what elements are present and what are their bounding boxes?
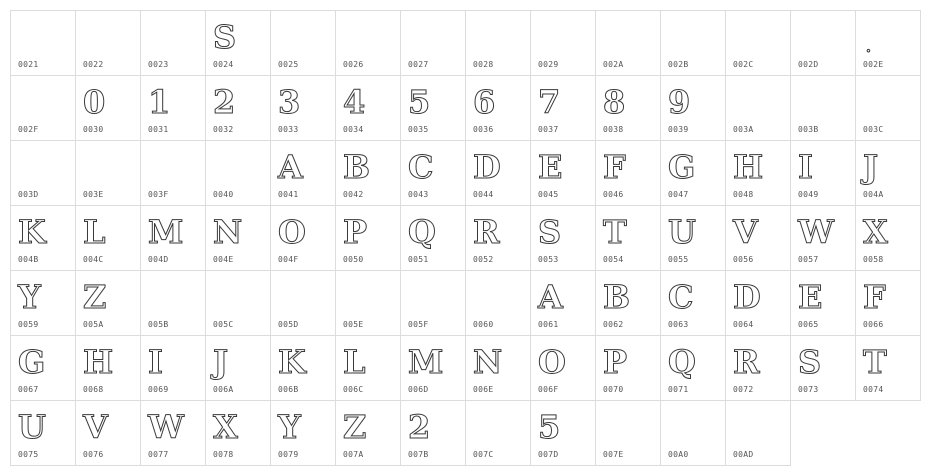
glyph-cell[interactable] xyxy=(205,270,271,336)
glyph-preview: 9 xyxy=(668,83,691,121)
glyph-cell[interactable] xyxy=(400,400,466,466)
glyph-cell[interactable] xyxy=(335,400,401,466)
glyph-code-label: 003C xyxy=(863,125,884,134)
glyph-preview: Y xyxy=(18,278,41,316)
glyph-code-label: 0060 xyxy=(473,320,494,329)
glyph-preview: 3 xyxy=(278,83,301,121)
glyph-cell[interactable] xyxy=(855,10,921,76)
glyph-preview: N xyxy=(213,213,243,251)
glyph-cell[interactable] xyxy=(75,335,141,401)
glyph-cell[interactable] xyxy=(205,140,271,206)
glyph-preview: 2 xyxy=(408,408,431,446)
glyph-preview: O xyxy=(278,213,306,251)
glyph-preview: 5 xyxy=(538,408,561,446)
glyph-code-label: 004D xyxy=(148,255,169,264)
glyph-code-label: 004E xyxy=(213,255,234,264)
glyph-preview: C xyxy=(408,148,434,186)
glyph-preview xyxy=(466,409,530,445)
glyph-code-label: 0056 xyxy=(733,255,754,264)
glyph-preview: X xyxy=(863,213,888,251)
glyph-cell[interactable] xyxy=(595,75,661,141)
glyph-code-label: 006F xyxy=(538,385,559,394)
glyph-preview: 7 xyxy=(538,83,561,121)
glyph-preview xyxy=(726,409,790,445)
glyph-cell[interactable] xyxy=(205,205,271,271)
glyph-code-label: 004F xyxy=(278,255,299,264)
glyph-preview: B xyxy=(343,148,371,186)
glyph-preview xyxy=(661,19,725,55)
glyph-preview: J xyxy=(213,343,229,381)
glyph-cell[interactable] xyxy=(140,400,206,466)
glyph-cell[interactable] xyxy=(465,335,531,401)
glyph-code-label: 0059 xyxy=(18,320,39,329)
glyph-code-label: 0038 xyxy=(603,125,624,134)
glyph-preview: B xyxy=(603,278,631,316)
glyph-cell[interactable] xyxy=(75,10,141,76)
glyph-preview: Y xyxy=(278,408,301,446)
glyph-preview: L xyxy=(83,213,106,251)
glyph-code-label: 0074 xyxy=(863,385,884,394)
glyph-code-label: 0034 xyxy=(343,125,364,134)
glyph-code-label: 0040 xyxy=(213,190,234,199)
glyph-cell[interactable] xyxy=(270,400,336,466)
glyph-code-label: 0048 xyxy=(733,190,754,199)
glyph-cell[interactable] xyxy=(595,270,661,336)
glyph-code-label: 002C xyxy=(733,60,754,69)
glyph-code-label: 0024 xyxy=(213,60,234,69)
glyph-cell[interactable] xyxy=(660,205,726,271)
glyph-cell[interactable] xyxy=(855,335,921,401)
glyph-preview xyxy=(791,19,855,55)
glyph-code-label: 003A xyxy=(733,125,754,134)
glyph-preview: Q xyxy=(668,343,696,381)
glyph-code-label: 0052 xyxy=(473,255,494,264)
glyph-cell[interactable] xyxy=(10,205,76,271)
glyph-cell[interactable] xyxy=(10,335,76,401)
glyph-cell[interactable] xyxy=(140,205,206,271)
glyph-cell[interactable] xyxy=(530,270,596,336)
glyph-cell[interactable] xyxy=(75,270,141,336)
glyph-preview: W xyxy=(798,213,834,251)
glyph-cell[interactable] xyxy=(335,270,401,336)
glyph-preview: V xyxy=(83,408,108,446)
glyph-preview: H xyxy=(733,148,764,186)
glyph-cell[interactable] xyxy=(335,335,401,401)
glyph-code-label: 003B xyxy=(798,125,819,134)
glyph-code-label: 002D xyxy=(798,60,819,69)
glyph-cell[interactable] xyxy=(725,400,791,466)
glyph-code-label: 003F xyxy=(148,190,169,199)
glyph-preview: C xyxy=(668,278,694,316)
glyph-code-label: 0055 xyxy=(668,255,689,264)
glyph-code-label: 0032 xyxy=(213,125,234,134)
glyph-preview: G xyxy=(668,148,696,186)
glyph-cell[interactable] xyxy=(270,205,336,271)
glyph-code-label: 0026 xyxy=(343,60,364,69)
glyph-cell[interactable] xyxy=(270,10,336,76)
glyph-preview: A xyxy=(278,148,303,186)
glyph-code-label: 0030 xyxy=(83,125,104,134)
glyph-code-label: 005D xyxy=(278,320,299,329)
glyph-preview xyxy=(401,19,465,55)
glyph-preview: A xyxy=(538,278,563,316)
glyph-code-label: 00AD xyxy=(733,450,754,459)
glyph-preview xyxy=(76,149,140,185)
glyph-code-label: 0029 xyxy=(538,60,559,69)
glyph-cell[interactable] xyxy=(270,270,336,336)
glyph-cell[interactable] xyxy=(140,10,206,76)
glyph-preview: F xyxy=(603,148,626,186)
glyph-preview: S xyxy=(538,213,562,251)
glyph-code-label: 0054 xyxy=(603,255,624,264)
glyph-cell[interactable] xyxy=(10,270,76,336)
glyph-cell[interactable] xyxy=(855,270,921,336)
glyph-preview: F xyxy=(863,278,886,316)
glyph-cell[interactable] xyxy=(75,205,141,271)
glyph-preview xyxy=(466,19,530,55)
glyph-code-label: 0078 xyxy=(213,450,234,459)
glyph-code-label: 0062 xyxy=(603,320,624,329)
glyph-code-label: 002E xyxy=(863,60,884,69)
glyph-cell[interactable] xyxy=(595,140,661,206)
glyph-preview xyxy=(76,19,140,55)
glyph-preview: W xyxy=(148,408,184,446)
glyph-code-label: 0075 xyxy=(18,450,39,459)
glyph-code-label: 0053 xyxy=(538,255,559,264)
glyph-code-label: 004A xyxy=(863,190,884,199)
glyph-code-label: 0021 xyxy=(18,60,39,69)
glyph-code-label: 0072 xyxy=(733,385,754,394)
glyph-cell[interactable] xyxy=(335,10,401,76)
glyph-preview: E xyxy=(798,278,823,316)
glyph-code-label: 005F xyxy=(408,320,429,329)
glyph-cell[interactable] xyxy=(140,75,206,141)
glyph-cell[interactable] xyxy=(530,205,596,271)
glyph-code-label: 0027 xyxy=(408,60,429,69)
glyph-preview: U xyxy=(18,408,46,446)
glyph-cell[interactable] xyxy=(725,75,791,141)
glyph-cell[interactable] xyxy=(660,75,726,141)
glyph-code-label: 0022 xyxy=(83,60,104,69)
glyph-cell[interactable] xyxy=(465,400,531,466)
glyph-code-label: 0057 xyxy=(798,255,819,264)
glyph-cell[interactable] xyxy=(465,205,531,271)
glyph-cell[interactable] xyxy=(10,75,76,141)
glyph-cell[interactable] xyxy=(660,140,726,206)
glyph-preview: R xyxy=(733,343,760,381)
glyph-code-label: 0061 xyxy=(538,320,559,329)
glyph-cell[interactable] xyxy=(270,335,336,401)
glyph-preview: 0 xyxy=(83,83,106,121)
glyph-code-label: 004C xyxy=(83,255,104,264)
glyph-code-label: 0028 xyxy=(473,60,494,69)
glyph-cell[interactable] xyxy=(335,75,401,141)
glyph-cell[interactable] xyxy=(140,140,206,206)
glyph-cell[interactable] xyxy=(595,400,661,466)
glyph-cell[interactable] xyxy=(270,75,336,141)
glyph-preview: I xyxy=(148,343,163,381)
glyph-cell[interactable] xyxy=(465,140,531,206)
glyph-cell[interactable] xyxy=(400,140,466,206)
glyph-cell[interactable] xyxy=(335,140,401,206)
glyph-code-label: 006E xyxy=(473,385,494,394)
glyph-preview: K xyxy=(18,213,46,251)
glyph-code-label: 0025 xyxy=(278,60,299,69)
glyph-preview xyxy=(596,409,660,445)
glyph-code-label: 0058 xyxy=(863,255,884,264)
glyph-preview xyxy=(141,279,205,315)
glyph-code-label: 0063 xyxy=(668,320,689,329)
glyph-cell[interactable] xyxy=(465,270,531,336)
glyph-code-label: 0064 xyxy=(733,320,754,329)
glyph-preview xyxy=(856,84,920,120)
glyph-preview xyxy=(271,279,335,315)
glyph-cell[interactable] xyxy=(75,140,141,206)
glyph-preview: M xyxy=(408,343,444,381)
glyph-code-label: 0036 xyxy=(473,125,494,134)
glyph-cell[interactable] xyxy=(855,205,921,271)
glyph-cell[interactable] xyxy=(205,335,271,401)
glyph-preview: S xyxy=(213,18,237,56)
glyph-code-label: 006D xyxy=(408,385,429,394)
glyph-code-label: 006A xyxy=(213,385,234,394)
glyph-cell[interactable] xyxy=(530,10,596,76)
glyph-preview: P xyxy=(603,343,628,381)
glyph-cell[interactable] xyxy=(465,10,531,76)
glyph-code-label: 0065 xyxy=(798,320,819,329)
glyph-cell[interactable] xyxy=(530,140,596,206)
glyph-cell[interactable] xyxy=(660,335,726,401)
glyph-cell[interactable] xyxy=(400,10,466,76)
glyph-preview xyxy=(11,19,75,55)
glyph-cell[interactable] xyxy=(140,335,206,401)
glyph-preview xyxy=(401,279,465,315)
glyph-cell[interactable] xyxy=(790,140,856,206)
glyph-code-label: 0071 xyxy=(668,385,689,394)
glyph-code-label: 0073 xyxy=(798,385,819,394)
glyph-code-label: 0066 xyxy=(863,320,884,329)
glyph-code-label: 004B xyxy=(18,255,39,264)
glyph-code-label: 0050 xyxy=(343,255,364,264)
glyph-cell[interactable] xyxy=(400,75,466,141)
glyph-cell[interactable] xyxy=(205,10,271,76)
glyph-cell[interactable] xyxy=(595,335,661,401)
glyph-preview: P xyxy=(343,213,368,251)
glyph-preview: K xyxy=(278,343,306,381)
glyph-code-label: 0031 xyxy=(148,125,169,134)
glyph-code-label: 007E xyxy=(603,450,624,459)
glyph-code-label: 003D xyxy=(18,190,39,199)
glyph-cell[interactable] xyxy=(10,10,76,76)
glyph-code-label: 0076 xyxy=(83,450,104,459)
glyph-preview: U xyxy=(668,213,696,251)
glyph-code-label: 007B xyxy=(408,450,429,459)
glyph-preview xyxy=(141,149,205,185)
glyph-cell[interactable] xyxy=(595,205,661,271)
glyph-preview xyxy=(661,409,725,445)
glyph-preview xyxy=(466,279,530,315)
glyph-preview xyxy=(791,84,855,120)
glyph-cell[interactable] xyxy=(530,75,596,141)
glyph-code-label: 0051 xyxy=(408,255,429,264)
glyph-preview: 2 xyxy=(213,83,236,121)
glyph-code-label: 0067 xyxy=(18,385,39,394)
glyph-preview: N xyxy=(473,343,503,381)
glyph-code-label: 0045 xyxy=(538,190,559,199)
glyph-cell[interactable] xyxy=(725,140,791,206)
glyph-preview xyxy=(271,19,335,55)
glyph-code-label: 0046 xyxy=(603,190,624,199)
glyph-code-label: 006B xyxy=(278,385,299,394)
glyph-code-label: 0037 xyxy=(538,125,559,134)
glyph-preview: 8 xyxy=(603,83,626,121)
glyph-preview: T xyxy=(603,213,627,251)
glyph-cell[interactable] xyxy=(660,400,726,466)
glyph-preview: G xyxy=(18,343,46,381)
glyph-code-label: 0077 xyxy=(148,450,169,459)
glyph-preview xyxy=(336,19,400,55)
glyph-preview xyxy=(11,149,75,185)
glyph-preview: Q xyxy=(408,213,436,251)
glyph-preview: S xyxy=(798,343,822,381)
glyph-preview: Z xyxy=(83,278,107,316)
glyph-preview: I xyxy=(798,148,813,186)
glyph-cell[interactable] xyxy=(790,75,856,141)
glyph-preview xyxy=(726,19,790,55)
glyph-preview: . xyxy=(866,40,871,56)
glyph-code-label: 0044 xyxy=(473,190,494,199)
glyph-preview: 1 xyxy=(148,83,171,121)
glyph-preview xyxy=(11,84,75,120)
glyph-preview xyxy=(141,19,205,55)
glyph-code-label: 003E xyxy=(83,190,104,199)
glyph-code-label: 0042 xyxy=(343,190,364,199)
glyph-preview: E xyxy=(538,148,563,186)
glyph-code-label: 005A xyxy=(83,320,104,329)
glyph-preview: O xyxy=(538,343,566,381)
glyph-cell[interactable] xyxy=(790,270,856,336)
glyph-preview: T xyxy=(863,343,887,381)
glyph-cell[interactable] xyxy=(205,400,271,466)
glyph-preview xyxy=(206,149,270,185)
glyph-cell[interactable] xyxy=(725,270,791,336)
glyph-cell[interactable] xyxy=(10,140,76,206)
glyph-code-label: 005E xyxy=(343,320,364,329)
glyph-cell[interactable] xyxy=(335,205,401,271)
glyph-code-label: 007A xyxy=(343,450,364,459)
glyph-preview: J xyxy=(863,148,879,186)
glyph-cell[interactable] xyxy=(400,205,466,271)
glyph-preview: R xyxy=(473,213,500,251)
glyph-preview: X xyxy=(213,408,238,446)
glyph-code-label: 006C xyxy=(343,385,364,394)
glyph-cell[interactable] xyxy=(790,10,856,76)
glyph-code-label: 005C xyxy=(213,320,234,329)
glyph-preview: H xyxy=(83,343,114,381)
glyph-preview xyxy=(726,84,790,120)
glyph-code-label: 0039 xyxy=(668,125,689,134)
glyph-cell[interactable] xyxy=(530,400,596,466)
glyph-preview: 5 xyxy=(408,83,431,121)
glyph-preview: 4 xyxy=(343,83,366,121)
glyph-cell[interactable] xyxy=(400,270,466,336)
glyph-code-label: 005B xyxy=(148,320,169,329)
glyph-preview: D xyxy=(473,148,501,186)
glyph-cell[interactable] xyxy=(790,205,856,271)
glyph-preview: V xyxy=(733,213,758,251)
glyph-cell[interactable] xyxy=(790,335,856,401)
glyph-preview: L xyxy=(343,343,366,381)
glyph-cell[interactable] xyxy=(530,335,596,401)
glyph-code-label: 0070 xyxy=(603,385,624,394)
glyph-code-label: 0049 xyxy=(798,190,819,199)
glyph-code-label: 0043 xyxy=(408,190,429,199)
glyph-cell[interactable] xyxy=(75,400,141,466)
glyph-preview: M xyxy=(148,213,184,251)
glyph-grid xyxy=(10,10,920,465)
glyph-cell[interactable] xyxy=(140,270,206,336)
glyph-preview: Z xyxy=(343,408,367,446)
glyph-code-label: 0023 xyxy=(148,60,169,69)
glyph-cell[interactable] xyxy=(855,140,921,206)
glyph-code-label: 0069 xyxy=(148,385,169,394)
glyph-cell[interactable] xyxy=(205,75,271,141)
glyph-code-label: 007D xyxy=(538,450,559,459)
glyph-code-label: 002F xyxy=(18,125,39,134)
glyph-cell[interactable] xyxy=(400,335,466,401)
glyph-cell[interactable] xyxy=(725,205,791,271)
glyph-cell[interactable] xyxy=(855,75,921,141)
glyph-preview xyxy=(531,19,595,55)
glyph-preview: 6 xyxy=(473,83,496,121)
glyph-code-label: 0079 xyxy=(278,450,299,459)
glyph-cell[interactable] xyxy=(10,400,76,466)
glyph-cell[interactable] xyxy=(595,10,661,76)
glyph-cell[interactable] xyxy=(270,140,336,206)
glyph-cell[interactable] xyxy=(75,75,141,141)
glyph-cell[interactable] xyxy=(725,10,791,76)
glyph-cell[interactable] xyxy=(725,335,791,401)
glyph-cell[interactable] xyxy=(660,10,726,76)
glyph-code-label: 0047 xyxy=(668,190,689,199)
glyph-cell[interactable] xyxy=(465,75,531,141)
glyph-code-label: 0035 xyxy=(408,125,429,134)
glyph-code-label: 007C xyxy=(473,450,494,459)
glyph-code-label: 002B xyxy=(668,60,689,69)
glyph-code-label: 0068 xyxy=(83,385,104,394)
glyph-code-label: 0033 xyxy=(278,125,299,134)
glyph-preview xyxy=(336,279,400,315)
glyph-preview xyxy=(206,279,270,315)
glyph-cell[interactable] xyxy=(660,270,726,336)
glyph-preview xyxy=(596,19,660,55)
glyph-code-label: 002A xyxy=(603,60,624,69)
glyph-code-label: 0041 xyxy=(278,190,299,199)
glyph-code-label: 00A0 xyxy=(668,450,689,459)
glyph-preview: D xyxy=(733,278,761,316)
